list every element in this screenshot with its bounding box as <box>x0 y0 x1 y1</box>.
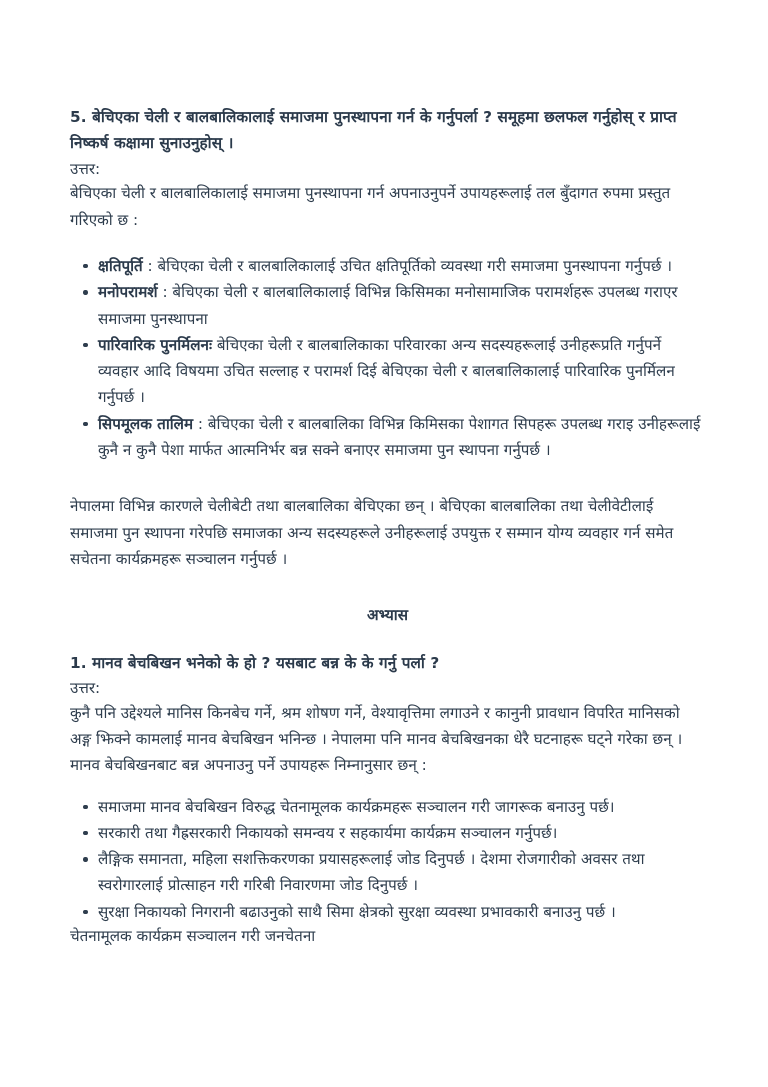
spacer <box>70 779 705 794</box>
list-item: लैङ्गिक समानता, महिला सशक्तिकरणका प्रयासहरूलाई जोड दिनुपर्छ । देशमा रोजगारीको अवसर तथा स्वरोगारलाई प्रोत्साहन गरी गरिबी निवारणमा जोड दिनुपर्छ । <box>70 846 705 899</box>
exercise-question-1-answer-label: उत्तर: <box>70 678 101 697</box>
question-5-answer-label: उत्तर: <box>70 159 101 178</box>
list-item <box>70 332 705 411</box>
question-5-intro: बेचिएका चेली र बालबालिकालाई समाजमा पुनस्थापना गर्न अपनाउनुपर्ने उपायहरूलाई तल बुँदागत रुपमा प्रस्तुत गरिएको छ : <box>70 184 671 229</box>
clipped-bottom-line-text: चेतनामूलक कार्यक्रम सञ्चालन गरी जनचेतना <box>70 927 316 946</box>
list-item: सरकारी तथा गैह्रसरकारी निकायको समन्वय र सहकार्यमा कार्यक्रम सञ्चालन गर्नुपर्छ। <box>70 820 705 846</box>
question-5-closing-paragraph: नेपालमा विभिन्न कारणले चेलीबेटी तथा बालबालिका बेचिएका छन् । बेचिएका बालबालिका तथा चेलीवेटीलाई समाजमा पुन स्थापना गरेपछि समाजका अन्य सदस्यहरूले उनीहरूलाई उपयुक्त र सम्मान योग्य व्यवहार गर्न समेत सचेतना कार्यक्रमहरू सञ्चालन गर्नुपर्छ । <box>70 497 674 568</box>
exercise-question-1-intro: कुनै पनि उद्देश्यले मानिस किनबेच गर्ने, श्रम शोषण गर्ने, वेश्यावृत्तिमा लगाउने र कानुनी प्रावधान विपरित मानिसको अङ्ग झिक्ने कामलाई मानव बेचबिखन भनिन्छ । नेपालमा पनि मानव बेचबिखनका धेरै घटनाहरू घट्ने गरेका छन् । मानव बेचबिखनबाट बन्न अपनाउनु पर्ने उपायहरू निम्नानुसार छन् : <box>70 703 683 775</box>
point-separator: : <box>193 414 208 433</box>
exercise-question-1-points-list <box>70 794 705 925</box>
point-term: सिपमूलक तालिम <box>98 414 194 433</box>
point-term: मनोपरामर्श <box>98 283 158 302</box>
point-text: बेचिएका चेली र बालबालिका विभिन्न किमिसका पेशागत सिपहरू उपलब्ध गराइ उनीहरूलाई कुनै न कुनै पेशा मार्फत आत्मनिर्भर बन्न सक्ने बनाएर समाजमा पुन स्थापना गर्नुपर्छ । <box>98 414 701 460</box>
list-item <box>70 411 705 464</box>
list-item <box>70 253 705 279</box>
point-term: क्षतिपूर्ति <box>98 256 143 275</box>
point-separator: : <box>142 256 158 275</box>
question-5-points-list <box>70 253 705 463</box>
point-separator: : <box>157 283 173 302</box>
spacer <box>70 233 705 253</box>
list-item: समाजमा मानव बेचबिखन विरुद्ध चेतनामूलक कार्यक्रमहरू सञ्चालन गरी जागरूक बनाउनु पर्छ। <box>70 794 705 820</box>
question-5-heading: 5. बेचिएका चेली र बालबालिकालाई समाजमा पुनस्थापना गर्न के गर्नुपर्ला ? समूहमा छलफल गर्नुहोस् र प्राप्त निष्कर्ष कक्षामा सुनाउनुहोस् । <box>70 108 677 153</box>
point-text: बेचिएका चेली र बालबालिकालाई उचित क्षतिपूर्तिको व्यवस्था गरी समाजमा पुनस्थापना गर्नुपर्छ । <box>157 256 673 275</box>
point-text: बेचिएका चेली र बालबालिकालाई विभिन्न किसिमका मनोसामाजिक परामर्शहरू उपलब्ध गराएर समाजमा पुनस्थापना <box>98 283 678 328</box>
list-item <box>70 279 705 332</box>
exercise-section-title: अभ्यास <box>367 606 408 625</box>
spacer <box>70 572 705 603</box>
exercise-question-1-heading: 1. मानव बेचबिखन भनेको के हो ? यसबाट बन्न के के गर्नु पर्ला ? <box>70 653 440 672</box>
list-item: सुरक्षा निकायको निगरानी बढाउनुको साथै सिमा क्षेत्रको सुरक्षा व्यवस्था प्रभावकारी बनाउनु पर्छ । <box>70 899 705 925</box>
point-text: बेचिएका चेली र बालबालिकाका परिवारका अन्य सदस्यहरूलाई उनीहरूप्रति गर्नुपर्ने व्यवहार आदि विषयमा उचित सल्लाह र परामर्श दिई बेचिएका चेली र बालबालिकालाई पारिवारिक पुनर्मिलन गर्नुपर्छ । <box>98 335 675 407</box>
point-term: पारिवारिक पुनर्मिलनः <box>98 335 213 354</box>
spacer <box>70 463 705 493</box>
spacer <box>70 628 705 650</box>
